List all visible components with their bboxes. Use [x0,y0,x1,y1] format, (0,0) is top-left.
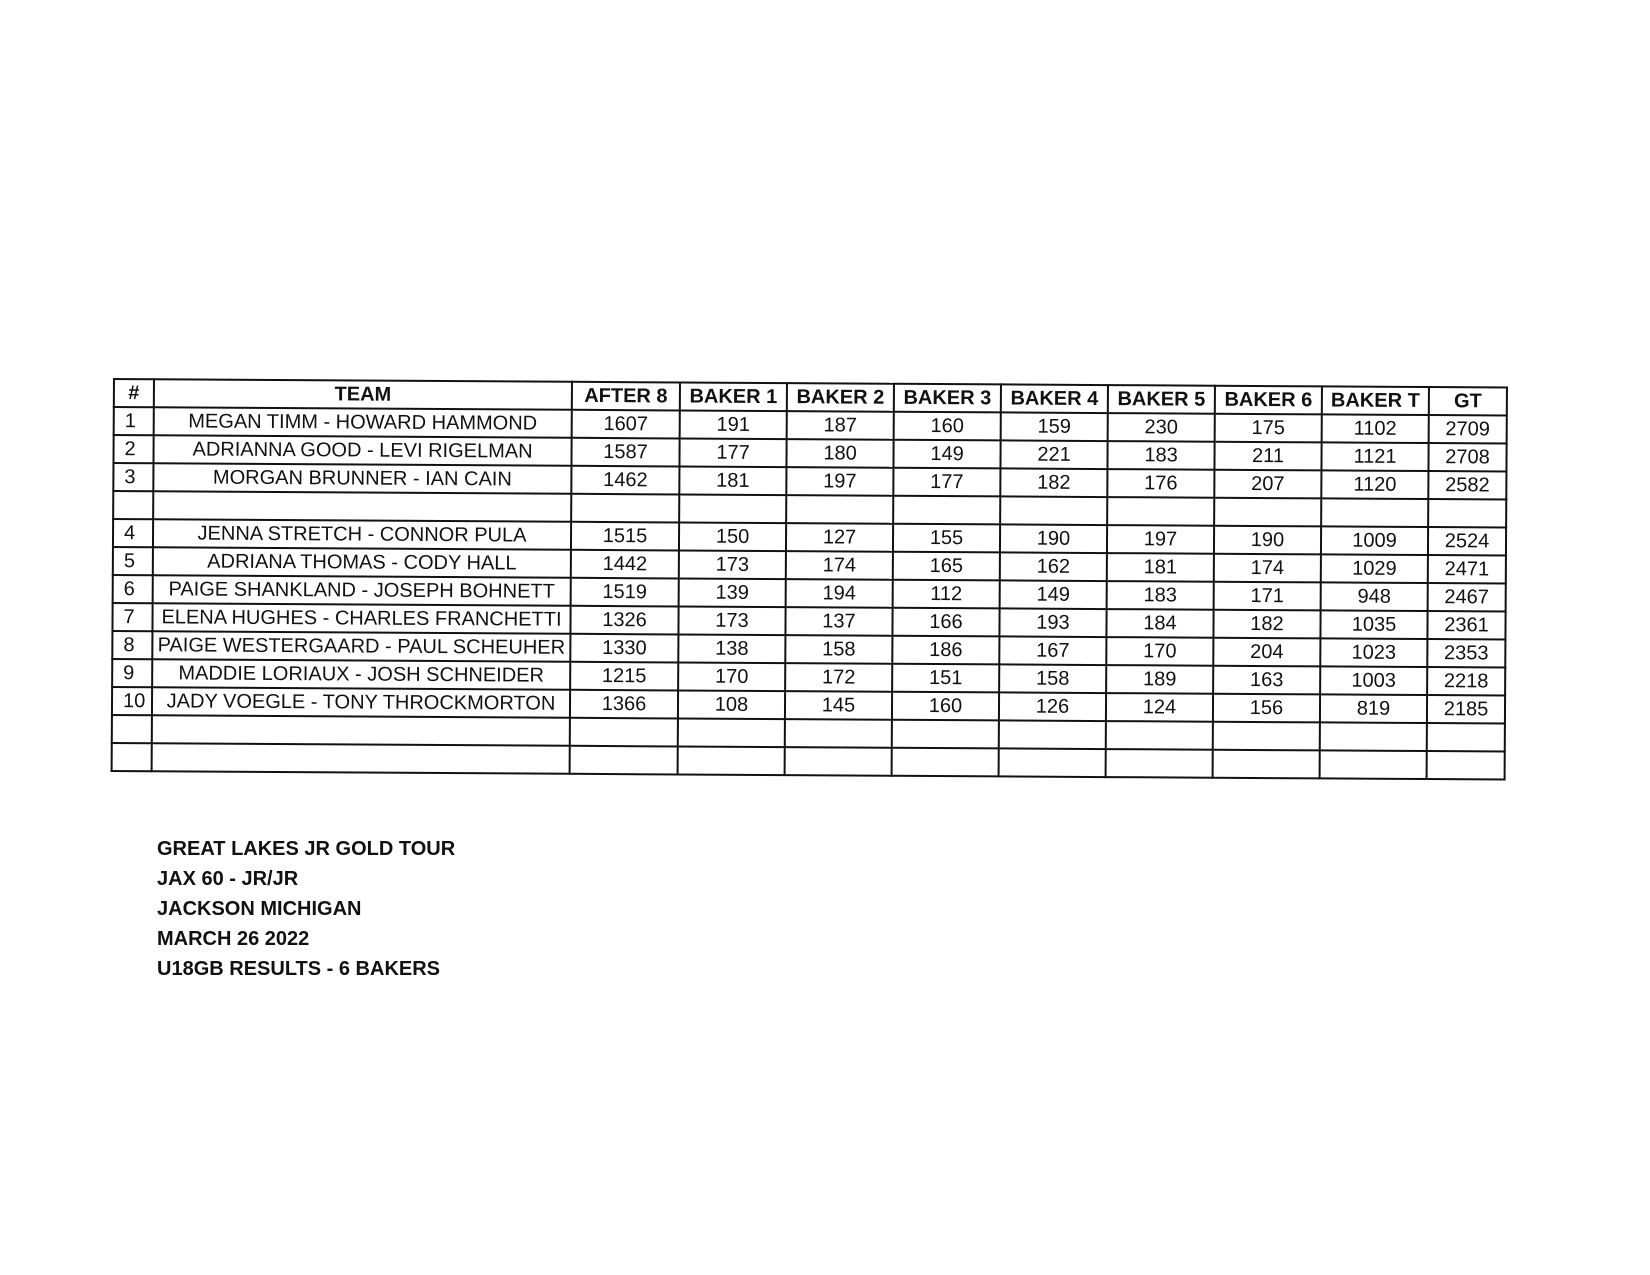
score-cell: 158 [999,664,1106,693]
column-header: BAKER T [1322,386,1429,415]
team-cell [152,743,570,774]
score-cell: 181 [679,466,786,495]
score-cell: 190 [1214,526,1321,555]
score-cell [892,720,999,749]
score-cell [1106,749,1213,778]
rank-cell [112,715,152,743]
score-cell: 167 [999,636,1106,665]
score-cell: 139 [679,578,786,607]
score-cell [1320,750,1427,779]
score-cell: 1587 [571,438,679,467]
score-cell: 2708 [1428,443,1506,471]
team-cell: JADY VOEGLE - TONY THROCKMORTON [152,687,570,718]
results-table-wrap [111,378,1508,781]
score-cell [999,720,1106,749]
score-cell [785,747,892,776]
team-cell: JENNA STRETCH - CONNOR PULA [153,519,571,550]
rank-cell: 2 [113,435,153,463]
column-header: BAKER 6 [1215,386,1322,415]
score-cell: 112 [893,580,1000,609]
score-cell [1427,751,1505,779]
score-cell: 182 [1000,468,1107,497]
score-cell: 186 [892,636,999,665]
score-cell: 2185 [1427,695,1505,723]
score-cell: 145 [785,691,892,720]
team-cell: MEGAN TIMM - HOWARD HAMMOND [154,407,572,438]
score-cell [785,719,892,748]
score-cell [570,718,678,747]
score-cell [1106,721,1213,750]
score-cell: 182 [1213,610,1320,639]
score-cell: 156 [1213,694,1320,723]
score-cell: 163 [1213,666,1320,695]
score-cell: 149 [893,440,1000,469]
column-header: # [114,379,154,407]
score-cell: 108 [678,690,785,719]
team-cell: ADRIANNA GOOD - LEVI RIGELMAN [153,435,571,466]
score-cell: 1009 [1321,526,1428,555]
column-header: BAKER 2 [787,383,894,412]
rank-cell: 10 [112,687,152,715]
score-cell: 221 [1000,440,1107,469]
score-cell: 170 [678,662,785,691]
score-cell [1320,722,1427,751]
score-cell [892,748,999,777]
score-cell: 171 [1214,582,1321,611]
score-cell: 1442 [571,550,679,579]
score-cell: 126 [999,692,1106,721]
score-cell [1427,723,1505,751]
rank-cell: 9 [112,659,152,687]
column-header: BAKER 1 [680,382,787,411]
event-location: JACKSON MICHIGAN [157,898,362,920]
rank-cell: 5 [113,547,153,575]
score-cell: 189 [1106,665,1213,694]
score-cell [893,496,1000,525]
score-cell: 177 [893,468,1000,497]
score-cell: 211 [1214,442,1321,471]
score-cell [1213,722,1320,751]
score-cell: 155 [893,524,1000,553]
team-cell: PAIGE SHANKLAND - JOSEPH BOHNETT [153,575,571,606]
rank-cell: 6 [113,575,153,603]
score-cell: 151 [892,664,999,693]
score-cell: 1515 [571,522,679,551]
score-cell: 190 [1000,524,1107,553]
score-cell: 150 [679,522,786,551]
score-cell: 1215 [570,662,678,691]
score-cell: 191 [680,410,787,439]
column-header: TEAM [154,379,572,410]
score-cell: 175 [1215,414,1322,443]
score-cell: 2709 [1429,415,1507,443]
score-cell: 1102 [1322,414,1429,443]
score-cell: 162 [1000,552,1107,581]
score-cell: 166 [892,608,999,637]
team-cell [153,491,571,522]
score-cell: 127 [786,523,893,552]
score-cell: 2471 [1428,555,1506,583]
score-cell: 180 [786,439,893,468]
team-cell: ELENA HUGHES - CHARLES FRANCHETTI [152,603,570,634]
score-cell: 2353 [1427,639,1505,667]
results-table [111,378,1508,781]
tour-name: GREAT LAKES JR GOLD TOUR [157,838,456,860]
rank-cell: 8 [112,631,152,659]
score-cell [571,494,679,523]
column-header: BAKER 5 [1108,385,1215,414]
score-cell: 1607 [572,410,680,439]
rank-cell: 7 [112,603,152,631]
score-cell: 197 [786,467,893,496]
score-cell: 158 [785,635,892,664]
score-cell: 207 [1214,470,1321,499]
score-cell: 170 [1106,637,1213,666]
team-cell [152,715,570,746]
score-cell: 176 [1107,469,1214,498]
score-cell: 1121 [1321,442,1428,471]
score-cell: 187 [787,411,894,440]
score-cell: 230 [1108,413,1215,442]
team-cell: ADRIANA THOMAS - CODY HALL [153,547,571,578]
score-cell: 1035 [1320,610,1427,639]
score-cell: 138 [678,634,785,663]
team-cell: MORGAN BRUNNER - IAN CAIN [153,463,571,494]
team-cell: PAIGE WESTERGAARD - PAUL SCHEUHER [152,631,570,662]
table-body [112,407,1507,780]
score-cell [1107,497,1214,526]
column-header: GT [1429,387,1507,415]
score-cell: 204 [1213,638,1320,667]
rank-cell: 4 [113,519,153,547]
score-cell: 1462 [571,466,679,495]
score-cell: 159 [1001,412,1108,441]
score-cell: 183 [1107,581,1214,610]
rank-cell: 3 [113,463,153,491]
score-cell: 2467 [1428,583,1506,611]
column-header: AFTER 8 [572,382,680,411]
score-cell [1321,498,1428,527]
score-cell: 1023 [1320,638,1427,667]
score-cell [1428,499,1506,527]
score-cell: 174 [1214,554,1321,583]
score-cell: 1003 [1320,666,1427,695]
score-cell: 193 [999,608,1106,637]
column-header: BAKER 4 [1001,384,1108,413]
score-cell: 172 [785,663,892,692]
score-cell [1000,496,1107,525]
score-cell: 1366 [570,690,678,719]
score-cell: 819 [1320,694,1427,723]
rank-cell [112,743,152,771]
rank-cell: 1 [114,407,154,435]
score-cell: 2582 [1428,471,1506,499]
score-cell: 1330 [570,634,678,663]
score-cell: 149 [1000,580,1107,609]
score-cell: 183 [1107,441,1214,470]
score-cell: 137 [785,607,892,636]
score-cell: 173 [678,606,785,635]
score-cell [679,494,786,523]
score-cell: 160 [892,692,999,721]
score-cell: 948 [1321,582,1428,611]
score-cell: 174 [786,551,893,580]
score-cell: 1120 [1321,470,1428,499]
score-cell: 1326 [570,606,678,635]
rank-cell [113,491,153,519]
results-description: U18GB RESULTS - 6 BAKERS [157,958,441,980]
event-info [157,834,455,984]
score-cell: 124 [1106,693,1213,722]
score-cell [1213,750,1320,779]
column-header: BAKER 3 [894,384,1001,413]
score-cell: 1029 [1321,554,1428,583]
score-cell: 2218 [1427,667,1505,695]
score-cell: 2524 [1428,527,1506,555]
score-cell: 173 [679,550,786,579]
event-name: JAX 60 - JR/JR [157,868,299,890]
score-cell [999,748,1106,777]
score-cell: 194 [786,579,893,608]
score-cell: 177 [679,438,786,467]
score-cell [678,718,785,747]
score-cell: 181 [1107,553,1214,582]
score-cell: 184 [1106,609,1213,638]
event-date: MARCH 26 2022 [157,928,310,950]
score-cell [570,746,678,775]
score-cell: 1519 [571,578,679,607]
score-cell [1214,498,1321,527]
score-cell [678,746,785,775]
score-cell [786,495,893,524]
score-cell: 165 [893,552,1000,581]
team-cell: MADDIE LORIAUX - JOSH SCHNEIDER [152,659,570,690]
score-cell: 160 [894,412,1001,441]
score-cell: 2361 [1427,611,1505,639]
score-cell: 197 [1107,525,1214,554]
